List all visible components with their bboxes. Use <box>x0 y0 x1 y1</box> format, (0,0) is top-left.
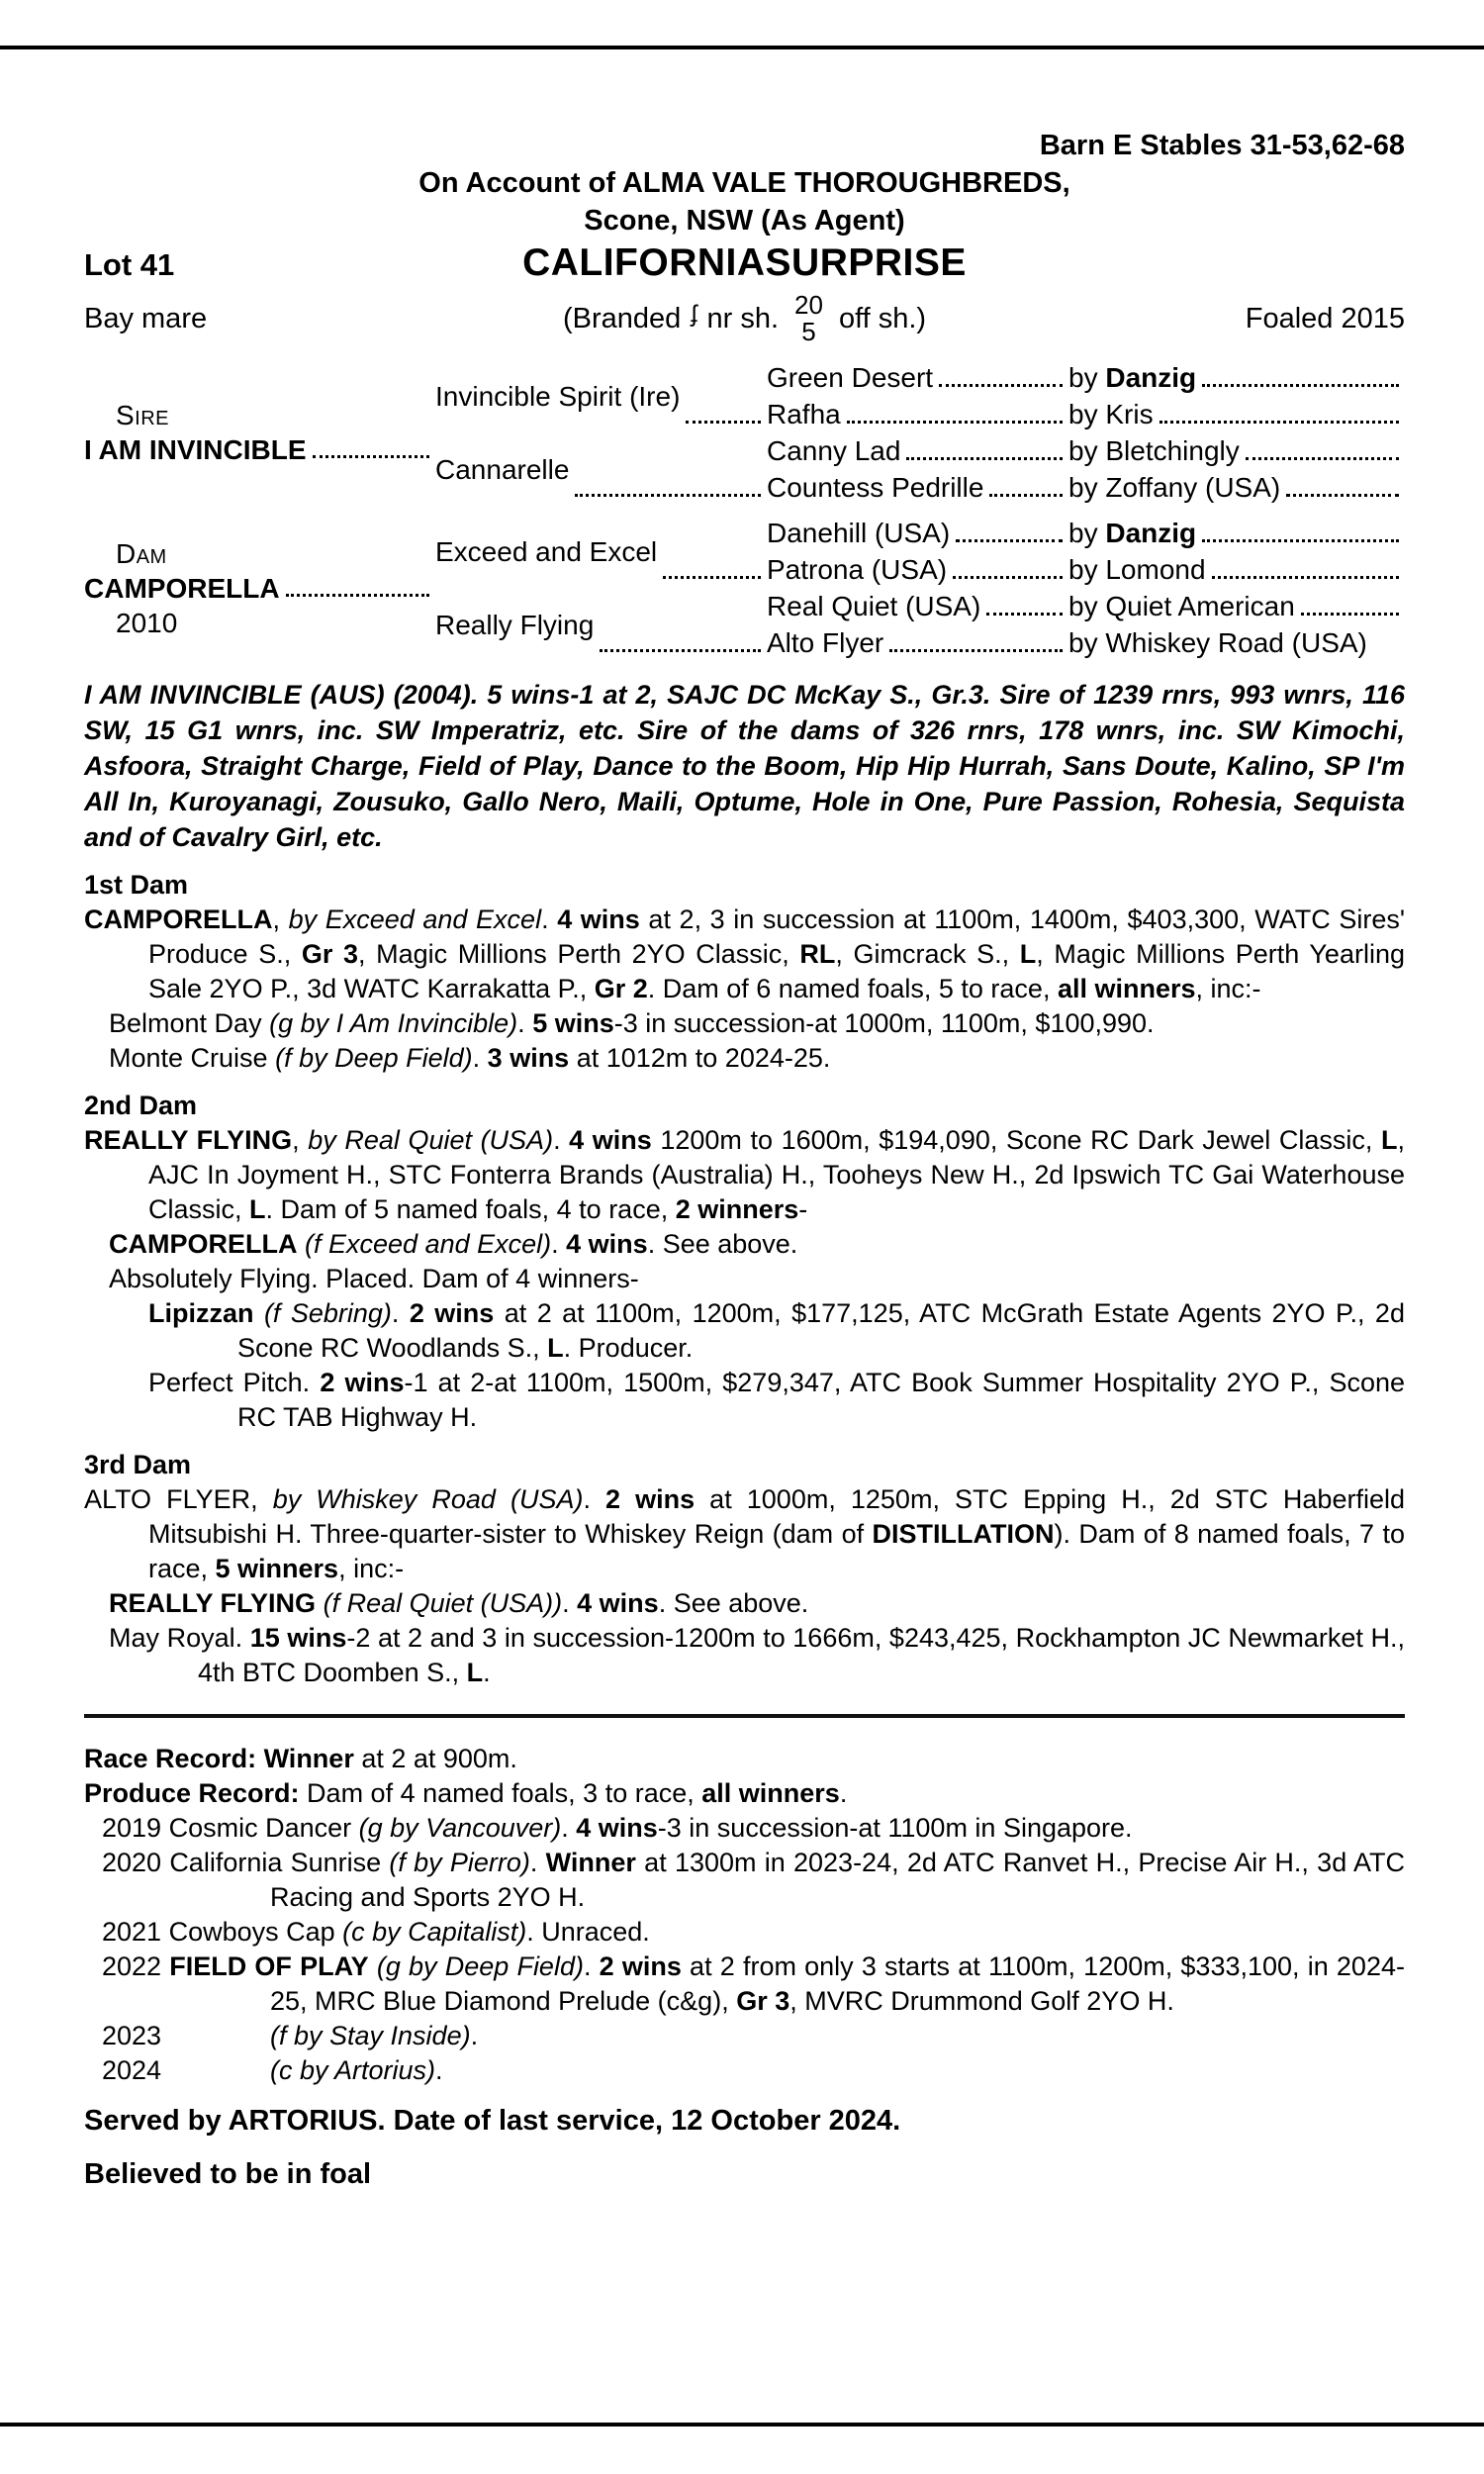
pedigree-paragraph <box>109 1262 1405 1296</box>
dot-leader <box>939 384 1063 387</box>
produce-year: 2022 <box>102 1951 170 1981</box>
text-segment: at 2, 3 in succession at 1100m, 1400m, $403,300, WATC Sires' Produce S., <box>148 904 1405 969</box>
produce-year: 2020 <box>102 1848 170 1877</box>
produce-list <box>84 1811 1405 2088</box>
dot-leader <box>889 649 1063 652</box>
text-segment: . Dam of 6 named foals, 5 to race, <box>647 974 1058 1003</box>
text-segment: , inc:- <box>1195 974 1261 1003</box>
text-segment: , inc:- <box>338 1554 405 1583</box>
grandparent-cell <box>767 432 1068 469</box>
produce-entry <box>102 1846 1405 1915</box>
by-word: by <box>1068 362 1106 393</box>
ancestor-name: Invincible Spirit (Ire) <box>435 380 681 412</box>
text-segment: (f by Pierro) <box>389 1848 530 1877</box>
text-segment: (f by Stay Inside) <box>270 2021 471 2050</box>
text-segment: 3 wins <box>487 1043 570 1073</box>
text-segment: ). Dam of 8 named foals, 7 to race, <box>148 1519 1405 1583</box>
text-segment: Cosmic Dancer <box>168 1813 359 1843</box>
text-segment: CAMPORELLA <box>109 1229 298 1259</box>
text-segment: -1 at 2-at 1100m, 1500m, $279,347, ATC Book Summer Hospitality 2YO P., Scone RC TAB Highway H. <box>237 1368 1405 1432</box>
dot-leader <box>575 494 761 497</box>
grandparent-sire-cell <box>1068 588 1405 624</box>
grandparent-cell <box>767 588 1068 624</box>
text-segment: . <box>472 1043 488 1073</box>
brand-mark-icon: ʄ <box>691 300 697 328</box>
text-segment: . Unraced. <box>526 1917 650 1947</box>
text-segment: 4 wins <box>576 1813 658 1843</box>
ancestor-name: Canny Lad <box>767 435 901 466</box>
text-segment: , AJC In Joyment H., STC Fonterra Brands (Australia) H., Tooheys New H., 2d Ipswich TC Gai Waterhouse Classic, <box>148 1125 1405 1224</box>
text-segment: (g by I Am Invincible) <box>269 1008 518 1038</box>
text-segment: Absolutely Flying. Placed. Dam of 4 winners- <box>109 1264 639 1293</box>
ancestor-name: Real Quiet (USA) <box>767 591 981 621</box>
text-segment: Winner <box>545 1848 636 1877</box>
ancestor-name: Exceed and Excel <box>435 535 658 567</box>
text-segment: 1200m to 1600m, $194,090, Scone RC Dark Jewel Classic, <box>651 1125 1381 1155</box>
branded-prefix: (Branded <box>562 302 682 334</box>
text-segment: at 2 from only 3 starts at 1100m, 1200m, $333,100, in 2024-25, MRC Blue Diamond Prelude (c&g), <box>270 1951 1405 2016</box>
by-word: by <box>1068 435 1106 466</box>
color-sex: Bay mare <box>84 302 208 334</box>
text-segment: by Real Quiet (USA) <box>308 1125 554 1155</box>
grandparent-sire-cell <box>1068 469 1405 506</box>
text-segment: L <box>249 1194 266 1224</box>
dot-leader <box>956 539 1063 542</box>
text-segment <box>254 1298 264 1328</box>
ancestor-name: Cannarelle <box>435 453 570 485</box>
text-segment: at 1012m to 2024-25. <box>569 1043 831 1073</box>
served-by-line: Served by ARTORIUS. Date of last service, 12 October 2024. <box>84 2105 901 2137</box>
text-segment: 4 wins <box>569 1125 652 1155</box>
text-segment: (c by Capitalist) <box>342 1917 527 1947</box>
race-record <box>84 1742 1405 1776</box>
section-heading-2nd-dam: 2nd Dam <box>84 1091 198 1120</box>
text-segment: . Dam of 5 named foals, 4 to race, <box>265 1194 676 1224</box>
text-segment: , Magic Millions Perth 2YO Classic, <box>358 939 800 969</box>
text-segment: Lipizzan <box>148 1298 254 1328</box>
dot-leader <box>906 457 1063 460</box>
text-segment: all winners <box>701 1778 840 1808</box>
brand-number-bottom: 5 <box>801 317 816 346</box>
pedigree-paragraph <box>109 1586 1405 1621</box>
produce-year: 2023 <box>102 2021 162 2050</box>
dot-leader <box>1286 494 1399 497</box>
section-heading-3rd-dam: 3rd Dam <box>84 1450 192 1479</box>
text-segment: , MVRC Drummond Golf 2YO H. <box>789 1986 1174 2016</box>
account-location: Scone, NSW (As Agent) <box>584 205 905 237</box>
text-segment: L <box>1019 939 1037 969</box>
text-segment: Produce Record: <box>84 1778 300 1808</box>
parent-cell <box>435 432 767 506</box>
dam-section-3 <box>84 1448 1405 1690</box>
brand-description <box>331 292 1158 345</box>
text-segment: 2 wins <box>409 1298 495 1328</box>
by-word: by <box>1068 591 1106 621</box>
ancestor-name: Alto Flyer <box>767 627 884 658</box>
text-segment: at 2 at 900m. <box>353 1744 517 1773</box>
text-segment: 5 wins <box>532 1008 614 1038</box>
dot-leader <box>953 576 1063 579</box>
grandparent-sire-cell <box>1068 624 1405 661</box>
text-segment: Perfect Pitch. <box>148 1368 321 1397</box>
principal-name-row <box>84 432 435 467</box>
text-segment: -3 in succession-at 1100m in Singapore. <box>657 1813 1133 1843</box>
produce-year: 2019 <box>102 1813 169 1843</box>
text-segment: at 1300m in 2023-24, 2d ATC Ranvet H., Precise Air H., 3d ATC Racing and Sports 2YO H. <box>270 1848 1405 1912</box>
text-segment: . Producer. <box>563 1333 694 1363</box>
text-segment: FIELD OF PLAY <box>169 1951 369 1981</box>
text-segment: May Royal. <box>109 1623 250 1653</box>
section-heading-1st-dam: 1st Dam <box>84 870 189 900</box>
text-segment: L <box>547 1333 564 1363</box>
dot-leader <box>313 455 429 458</box>
dot-leader <box>686 421 761 424</box>
grandparent-cell <box>767 624 1068 661</box>
dam-section-1 <box>84 868 1405 1076</box>
description-row <box>84 292 1405 345</box>
pedigree-table <box>84 359 1405 661</box>
text-segment: Gr 2 <box>594 974 648 1003</box>
text-segment: Cowboys Cap <box>168 1917 343 1947</box>
text-segment: - <box>798 1194 808 1224</box>
text-segment: Gr 3 <box>301 939 358 969</box>
text-segment: ALTO FLYER, <box>84 1484 273 1514</box>
dot-leader <box>1301 613 1399 616</box>
dot-leader <box>600 649 761 652</box>
dot-leader <box>847 421 1063 424</box>
text-segment: Gr 3 <box>736 1986 790 2016</box>
text-segment: 5 winners <box>215 1554 339 1583</box>
text-segment: . See above. <box>647 1229 798 1259</box>
pedigree-paragraph <box>84 903 1405 1006</box>
text-segment: , <box>292 1125 309 1155</box>
text-segment: . <box>561 1813 577 1843</box>
text-segment: . <box>517 1008 533 1038</box>
top-rule <box>0 46 1484 49</box>
produce-entry <box>102 1811 1405 1846</box>
text-segment <box>298 1229 306 1259</box>
text-segment: 4 wins <box>557 904 640 934</box>
barn-line: Barn E Stables 31-53,62-68 <box>1039 130 1405 161</box>
dot-leader <box>286 594 429 597</box>
pedigree-paragraph <box>109 1041 1405 1076</box>
text-segment: . <box>551 1229 567 1259</box>
text-segment: Monte Cruise <box>109 1043 276 1073</box>
mid-rule <box>84 1714 1405 1718</box>
grandparent-sire-cell <box>1068 551 1405 588</box>
text-segment: 2 winners <box>675 1194 799 1224</box>
horse-name: CALIFORNIASURPRISE <box>522 241 967 284</box>
grandparent-sire-cell <box>1068 432 1405 469</box>
by-word: by <box>1068 554 1106 585</box>
grandparent-cell <box>767 551 1068 588</box>
text-segment: . <box>470 2021 479 2050</box>
text-segment: 15 wins <box>249 1623 347 1653</box>
pedigree-paragraph <box>109 1006 1405 1041</box>
dam-cell <box>84 515 435 661</box>
grandparent-sire-name: Lomond <box>1105 554 1206 585</box>
text-segment: at 1000m, 1250m, STC Epping H., 2d STC Haberfield Mitsubishi H. Three-quarter-sister to Whiskey Reign (dam of <box>148 1484 1405 1549</box>
text-segment: (f Sebring) <box>263 1298 392 1328</box>
text-segment: . <box>562 1588 578 1618</box>
dot-leader <box>1159 421 1399 424</box>
grandparent-sire-name: Kris <box>1105 399 1154 429</box>
ancestor-name: Rafha <box>767 399 841 429</box>
pedigree-paragraph <box>109 1227 1405 1262</box>
pedigree-paragraph <box>84 1482 1405 1586</box>
text-segment: Dam of 4 named foals, 3 to race, <box>299 1778 702 1808</box>
text-segment: (f Real Quiet (USA)) <box>323 1588 563 1618</box>
text-segment: , Gimcrack S., <box>835 939 1020 969</box>
grandparent-sire-name: Whiskey Road (USA) <box>1105 627 1367 658</box>
text-segment: . See above. <box>658 1588 809 1618</box>
principal-name-row <box>84 571 435 606</box>
text-segment: California Sunrise <box>169 1848 390 1877</box>
text-segment: by Exceed and Excel <box>288 904 542 934</box>
dot-leader <box>1212 576 1399 579</box>
grandparent-sire-name: Zoffany (USA) <box>1105 472 1281 503</box>
text-segment: by Whiskey Road (USA) <box>272 1484 584 1514</box>
text-segment: RL <box>799 939 836 969</box>
ancestor-name: Danehill (USA) <box>767 518 951 548</box>
dot-leader <box>989 494 1063 497</box>
text-segment: . <box>541 904 558 934</box>
section-paragraphs-2nd-dam <box>84 1123 1405 1435</box>
text-segment: REALLY FLYING <box>84 1125 293 1155</box>
text-segment <box>369 1951 377 1981</box>
produce-year: 2024 <box>102 2055 162 2085</box>
pedigree-paragraph <box>109 1621 1405 1690</box>
text-segment: Race Record: Winner <box>84 1744 354 1773</box>
dam-foaling-year: 2010 <box>116 607 178 638</box>
produce-entry <box>102 1950 1405 2019</box>
text-segment: . <box>391 1298 410 1328</box>
brand-number-top: 20 <box>794 290 823 320</box>
text-segment: (f Exceed and Excel) <box>305 1229 552 1259</box>
produce-entry <box>102 2019 1405 2053</box>
text-segment: (c by Artorius) <box>270 2055 436 2085</box>
text-segment: 2 wins <box>599 1951 682 1981</box>
text-segment: Belmont Day <box>109 1008 270 1038</box>
text-segment: . <box>583 1951 600 1981</box>
by-word: by <box>1068 518 1106 548</box>
text-segment: (g by Deep Field) <box>376 1951 584 1981</box>
text-segment: at 2 at 1100m, 1200m, $177,125, ATC McGrath Estate Agents 2YO P., 2d Scone RC Woodlands S., <box>237 1298 1405 1363</box>
text-segment: 4 wins <box>566 1229 648 1259</box>
dot-leader <box>986 613 1063 616</box>
dam-half <box>84 515 1405 661</box>
ancestor-name: I AM INVINCIBLE <box>84 434 307 465</box>
pedigree-paragraph <box>148 1296 1405 1366</box>
text-segment: (f by Deep Field) <box>275 1043 473 1073</box>
by-word: by <box>1068 399 1106 429</box>
text-segment: -3 in succession-at 1000m, 1100m, $100,990. <box>613 1008 1155 1038</box>
grandparent-cell <box>767 359 1068 396</box>
text-segment: , <box>272 904 289 934</box>
dam-section-2 <box>84 1089 1405 1435</box>
foaled-year: Foaled 2015 <box>1245 302 1405 334</box>
dot-leader <box>663 576 761 579</box>
ancestor-name: Really Flying <box>435 609 595 640</box>
grandparent-cell <box>767 469 1068 506</box>
text-segment: CAMPORELLA <box>84 904 273 934</box>
grandparent-sire-cell <box>1068 359 1405 396</box>
lot-number: Lot 41 <box>84 247 175 282</box>
ancestor-name: CAMPORELLA <box>84 572 280 604</box>
parent-cell <box>435 588 767 661</box>
produce-entry <box>102 2053 1405 2088</box>
text-segment: 4 wins <box>577 1588 659 1618</box>
pedigree-paragraph <box>84 1123 1405 1227</box>
text-segment: . <box>483 1658 491 1687</box>
ancestor-name: Countess Pedrille <box>767 472 984 503</box>
ancestor-name: Green Desert <box>767 362 934 393</box>
dot-leader <box>1246 457 1399 460</box>
text-segment: 2 wins <box>605 1484 696 1514</box>
produce-year: 2021 <box>102 1917 169 1947</box>
text-segment: L <box>466 1658 484 1687</box>
sire-half <box>84 359 1405 506</box>
page-content <box>84 127 1405 2193</box>
by-word: by <box>1068 627 1106 658</box>
pedigree-paragraph <box>148 1366 1405 1435</box>
text-segment: REALLY FLYING <box>109 1588 317 1618</box>
text-segment: . <box>553 1125 570 1155</box>
text-segment: DISTILLATION <box>872 1519 1055 1549</box>
text-segment: 2 wins <box>320 1368 405 1397</box>
grandparent-sire-name: Bletchingly <box>1105 435 1240 466</box>
sire-summary <box>84 677 1405 855</box>
produce-record <box>84 1776 1405 1811</box>
ancestor-name: Patrona (USA) <box>767 554 948 585</box>
grandparent-sire-name: Danzig <box>1105 362 1197 393</box>
branded-near-shoulder: nr sh. <box>706 302 780 334</box>
by-word: by <box>1068 472 1106 503</box>
text-segment: L <box>1380 1125 1398 1155</box>
text-segment: I AM INVINCIBLE (AUS) (2004). 5 wins-1 at 2, SAJC DC McKay S., Gr.3. Sire of 1239 rnrs, 993 wnrs, 116 SW, 15 G1 wnrs, inc. SW Imperatriz, etc. Sire of the dams of 326 rnrs, 178 wnrs, inc. SW Kimochi, Asfoora, Straight Charge, Field of Play, Dance to the Boom, Hip Hip Hurrah, Sans Doute, Kalino, SP I'm All In, Kuroyanagi, Zousuko, Gallo Nero, Maili, Optume, Hole in One, Pure Passion, Rohesia, Sequista and of Cavalry Girl, etc. <box>84 680 1405 852</box>
branded-off-shoulder: off sh.) <box>838 302 927 334</box>
in-foal-line: Believed to be in foal <box>84 2158 372 2190</box>
text-segment: all winners <box>1057 974 1196 1003</box>
text-segment: . <box>839 1778 848 1808</box>
lot-title-row <box>84 241 1405 284</box>
produce-entry <box>102 1915 1405 1950</box>
grandparent-sire-cell <box>1068 396 1405 432</box>
section-paragraphs-1st-dam <box>84 903 1405 1076</box>
text-segment <box>316 1588 324 1618</box>
parent-cell <box>435 359 767 432</box>
text-segment: . <box>435 2055 443 2085</box>
text-segment: . <box>529 1848 546 1877</box>
generation-label: Dam <box>116 537 167 569</box>
sire-cell <box>84 359 435 506</box>
generation-label: Sire <box>116 400 170 430</box>
dot-leader <box>1202 539 1399 542</box>
brand-numbers <box>794 292 823 345</box>
grandparent-cell <box>767 515 1068 551</box>
account-line: On Account of ALMA VALE THOROUGHBREDS, <box>418 167 1070 199</box>
section-paragraphs-3rd-dam <box>84 1482 1405 1690</box>
grandparent-sire-cell <box>1068 515 1405 551</box>
text-segment: , Magic Millions Perth Yearling Sale 2YO P., 3d WATC Karrakatta P., <box>148 939 1405 1003</box>
dot-leader <box>1202 384 1399 387</box>
parent-cell <box>435 515 767 588</box>
grandparent-cell <box>767 396 1068 432</box>
grandparent-sire-name: Quiet American <box>1105 591 1295 621</box>
text-segment: -2 at 2 and 3 in succession-1200m to 1666m, $243,425, Rockhampton JC Newmarket H., 4th BTC Doomben S., <box>198 1623 1406 1687</box>
grandparent-sire-name: Danzig <box>1105 518 1197 548</box>
bottom-rule <box>0 2423 1484 2426</box>
text-segment: . <box>583 1484 606 1514</box>
text-segment: (g by Vancouver) <box>358 1813 562 1843</box>
